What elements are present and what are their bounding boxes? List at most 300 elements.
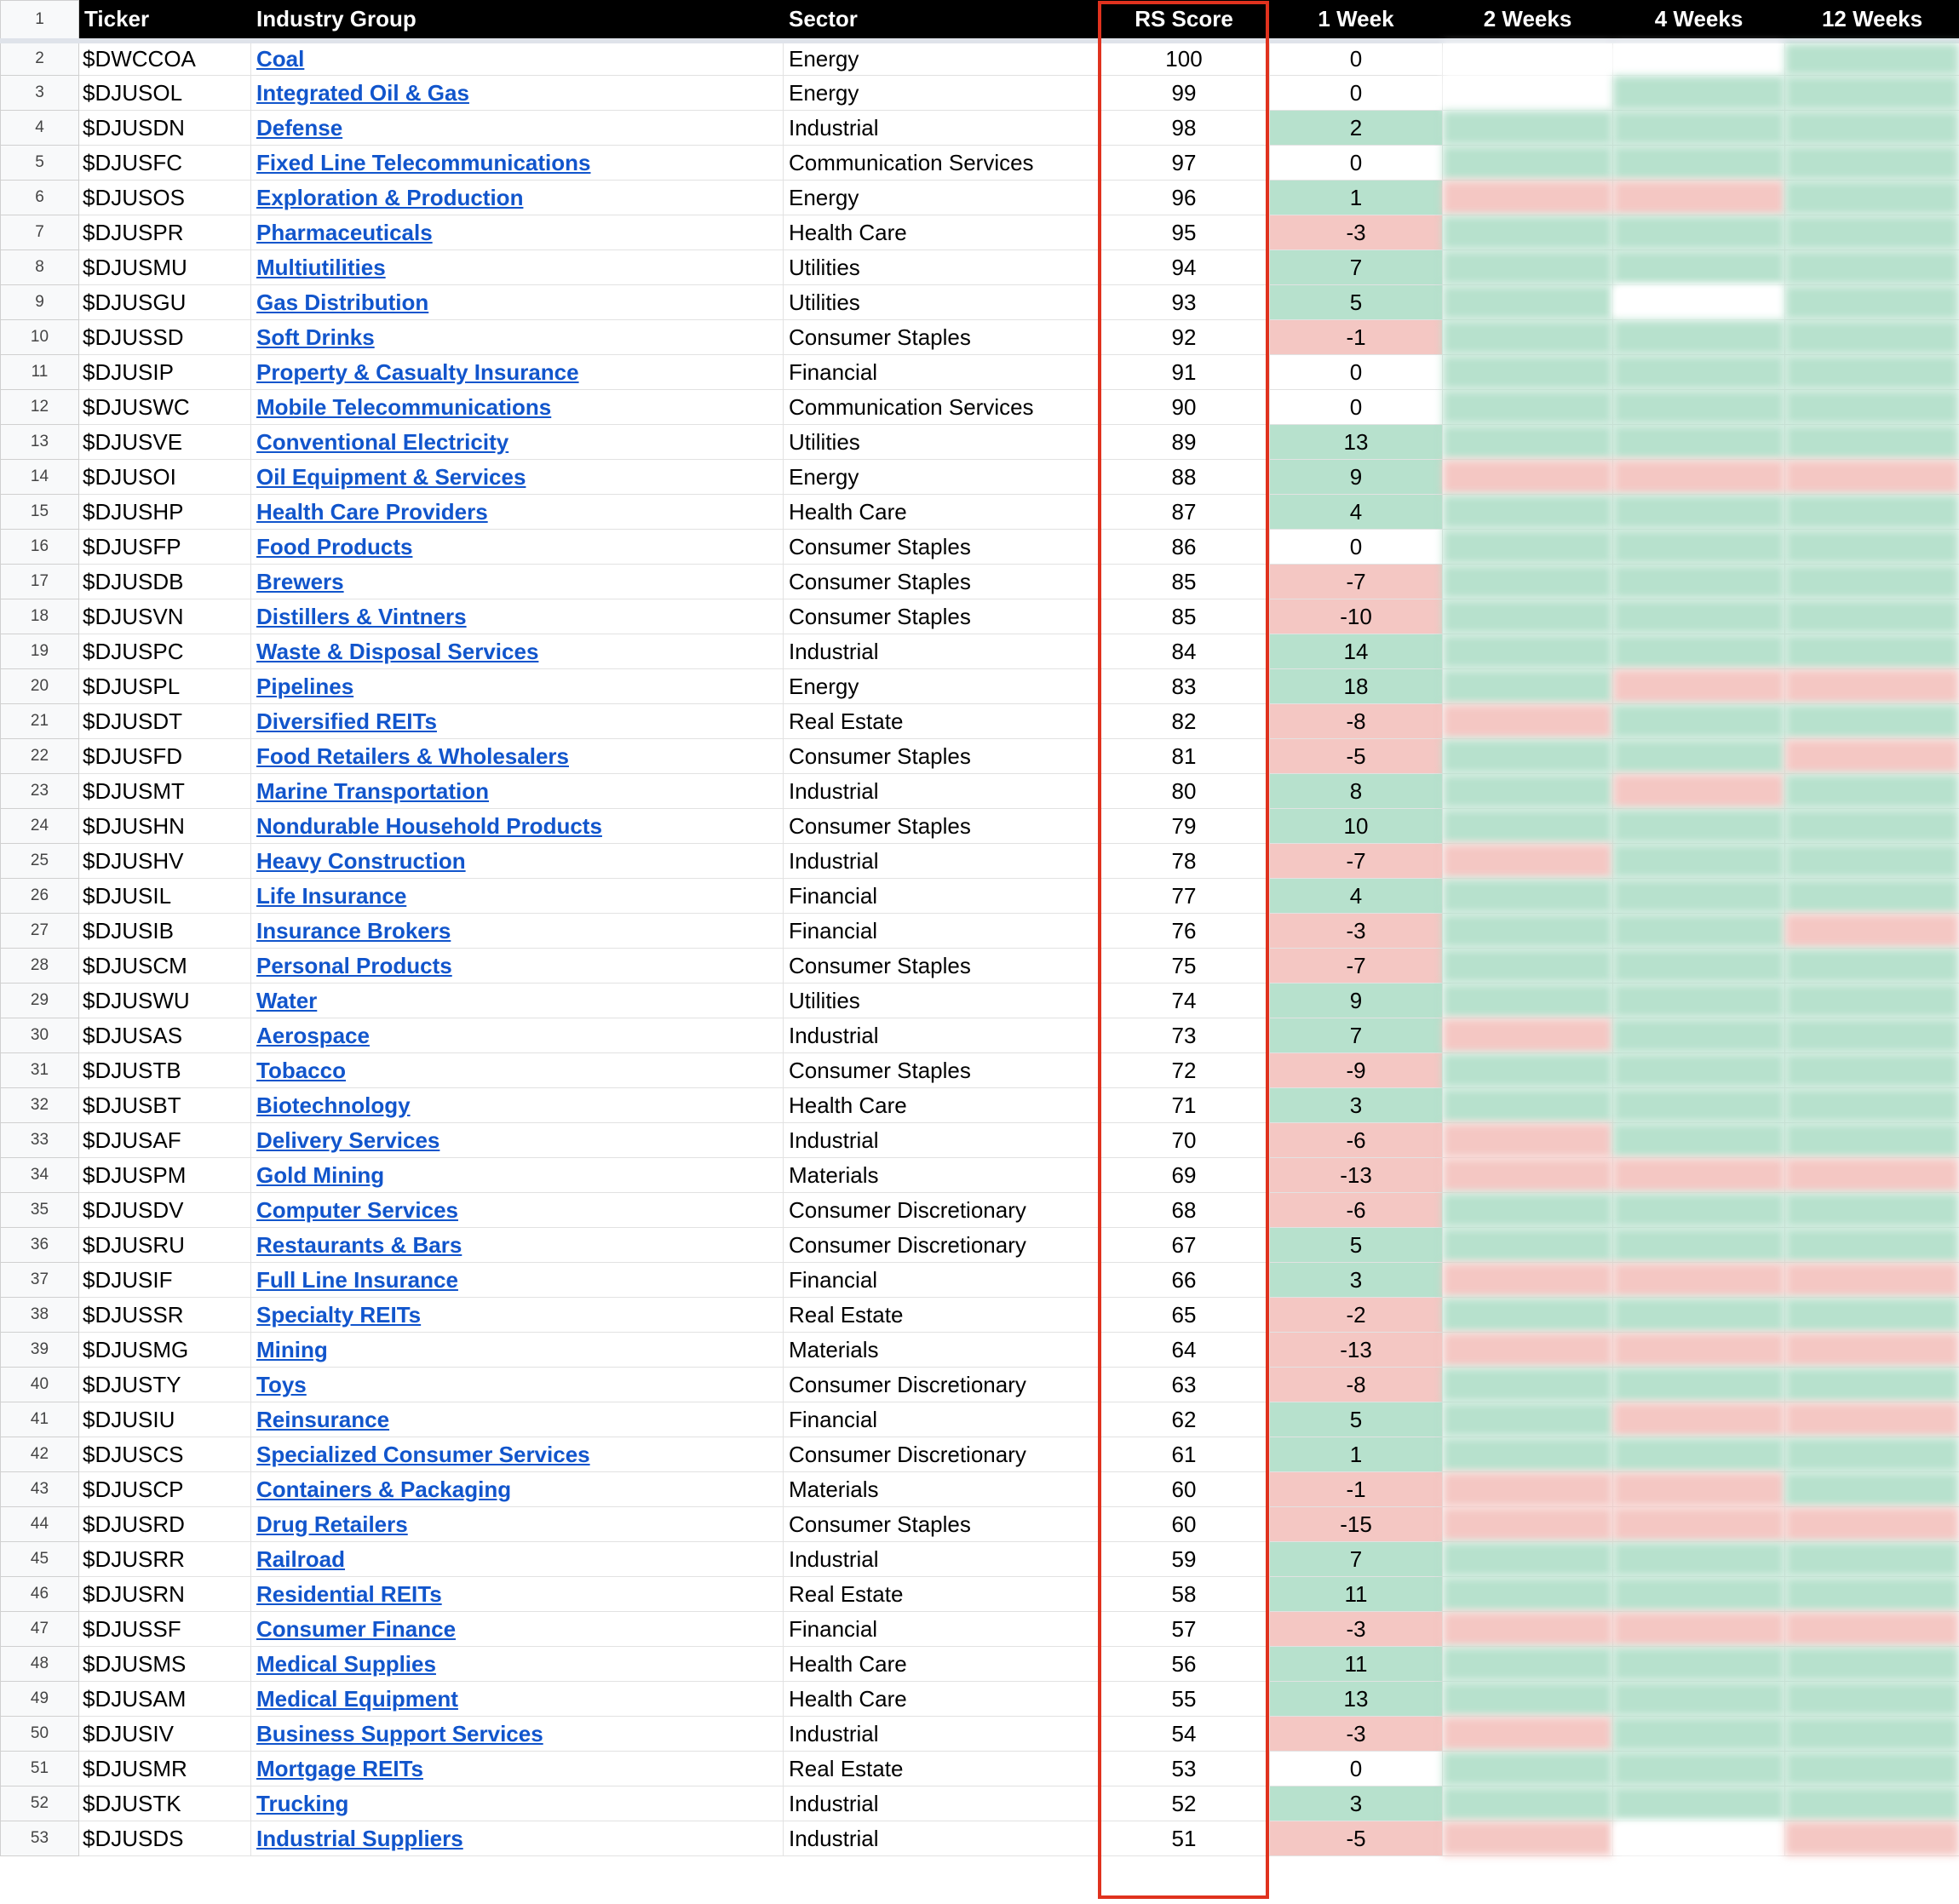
ticker-cell[interactable]: $DJUSAM bbox=[79, 1682, 251, 1717]
industry-group-link[interactable]: Drug Retailers bbox=[256, 1511, 408, 1537]
week12-change-cell[interactable] bbox=[1785, 914, 1959, 949]
week2-change-cell[interactable] bbox=[1443, 460, 1613, 495]
week4-change-cell[interactable] bbox=[1613, 1333, 1785, 1368]
row-number[interactable]: 8 bbox=[1, 250, 79, 285]
industry-group-link[interactable]: Containers & Packaging bbox=[256, 1476, 512, 1502]
rs-score-cell[interactable]: 58 bbox=[1099, 1577, 1270, 1612]
industry-group-cell[interactable] bbox=[251, 1298, 784, 1333]
row-number[interactable]: 46 bbox=[1, 1577, 79, 1612]
week1-change-cell[interactable]: 9 bbox=[1270, 460, 1443, 495]
week12-change-cell[interactable] bbox=[1785, 739, 1959, 774]
industry-group-cell[interactable] bbox=[251, 1437, 784, 1472]
industry-group-link[interactable]: Nondurable Household Products bbox=[256, 812, 602, 839]
industry-group-link[interactable]: Distillers & Vintners bbox=[256, 603, 467, 629]
sector-cell[interactable]: Consumer Staples bbox=[784, 320, 1099, 355]
row-number[interactable]: 50 bbox=[1, 1717, 79, 1752]
industry-group-cell[interactable] bbox=[251, 1612, 784, 1647]
sector-cell[interactable]: Financial bbox=[784, 914, 1099, 949]
week4-change-cell[interactable] bbox=[1613, 1717, 1785, 1752]
industry-group-link[interactable]: Life Insurance bbox=[256, 882, 407, 909]
row-number[interactable]: 44 bbox=[1, 1507, 79, 1542]
rs-score-cell[interactable]: 84 bbox=[1099, 634, 1270, 669]
week12-change-cell[interactable] bbox=[1785, 1786, 1959, 1821]
industry-group-link[interactable]: Railroad bbox=[256, 1546, 346, 1572]
industry-group-cell[interactable] bbox=[251, 355, 784, 390]
rs-score-cell[interactable]: 72 bbox=[1099, 1053, 1270, 1088]
week1-change-cell[interactable]: -6 bbox=[1270, 1193, 1443, 1228]
industry-group-link[interactable]: Defense bbox=[256, 114, 343, 141]
industry-group-link[interactable]: Insurance Brokers bbox=[256, 917, 451, 943]
week1-change-cell[interactable]: 0 bbox=[1270, 530, 1443, 565]
sector-cell[interactable]: Health Care bbox=[784, 1682, 1099, 1717]
row-number[interactable]: 3 bbox=[1, 76, 79, 111]
rs-score-cell[interactable]: 75 bbox=[1099, 949, 1270, 984]
week12-change-cell[interactable] bbox=[1785, 1158, 1959, 1193]
week1-change-cell[interactable]: -13 bbox=[1270, 1158, 1443, 1193]
row-number[interactable]: 31 bbox=[1, 1053, 79, 1088]
industry-group-cell[interactable] bbox=[251, 1507, 784, 1542]
row-number[interactable]: 34 bbox=[1, 1158, 79, 1193]
rs-score-cell[interactable]: 69 bbox=[1099, 1158, 1270, 1193]
row-number[interactable]: 26 bbox=[1, 879, 79, 914]
week12-change-cell[interactable] bbox=[1785, 1717, 1959, 1752]
sector-cell[interactable]: Utilities bbox=[784, 425, 1099, 460]
rs-score-cell[interactable]: 63 bbox=[1099, 1368, 1270, 1402]
week2-change-cell[interactable] bbox=[1443, 949, 1613, 984]
week2-change-cell[interactable] bbox=[1443, 1507, 1613, 1542]
industry-group-cell[interactable] bbox=[251, 425, 784, 460]
sector-cell[interactable]: Health Care bbox=[784, 215, 1099, 250]
rs-score-cell[interactable]: 55 bbox=[1099, 1682, 1270, 1717]
rs-score-cell[interactable]: 51 bbox=[1099, 1821, 1270, 1856]
rs-score-cell[interactable]: 53 bbox=[1099, 1752, 1270, 1786]
rs-score-cell[interactable]: 59 bbox=[1099, 1542, 1270, 1577]
rs-score-cell[interactable]: 96 bbox=[1099, 181, 1270, 215]
row-number[interactable]: 27 bbox=[1, 914, 79, 949]
ticker-cell[interactable]: $DJUSIF bbox=[79, 1263, 251, 1298]
week2-change-cell[interactable] bbox=[1443, 1472, 1613, 1507]
week4-change-cell[interactable] bbox=[1613, 669, 1785, 704]
week4-change-cell[interactable] bbox=[1613, 739, 1785, 774]
week2-change-cell[interactable] bbox=[1443, 1228, 1613, 1263]
rs-score-cell[interactable]: 81 bbox=[1099, 739, 1270, 774]
week12-change-cell[interactable] bbox=[1785, 1123, 1959, 1158]
week12-change-cell[interactable] bbox=[1785, 1577, 1959, 1612]
row-number[interactable]: 11 bbox=[1, 355, 79, 390]
sector-cell[interactable]: Consumer Staples bbox=[784, 530, 1099, 565]
week12-change-cell[interactable] bbox=[1785, 1612, 1959, 1647]
sector-cell[interactable]: Real Estate bbox=[784, 1752, 1099, 1786]
ticker-cell[interactable]: $DJUSPR bbox=[79, 215, 251, 250]
week2-change-cell[interactable] bbox=[1443, 320, 1613, 355]
week2-change-cell[interactable] bbox=[1443, 774, 1613, 809]
industry-group-link[interactable]: Toys bbox=[256, 1371, 307, 1397]
ticker-cell[interactable]: $DJUSCS bbox=[79, 1437, 251, 1472]
industry-group-link[interactable]: Reinsurance bbox=[256, 1406, 390, 1432]
row-number[interactable]: 10 bbox=[1, 320, 79, 355]
rs-score-cell[interactable]: 60 bbox=[1099, 1507, 1270, 1542]
ticker-cell[interactable]: $DJUSVE bbox=[79, 425, 251, 460]
row-number[interactable]: 47 bbox=[1, 1612, 79, 1647]
industry-group-link[interactable]: Property & Casualty Insurance bbox=[256, 358, 579, 385]
week12-change-cell[interactable] bbox=[1785, 1193, 1959, 1228]
ticker-cell[interactable]: $DJUSOI bbox=[79, 460, 251, 495]
week12-change-cell[interactable] bbox=[1785, 704, 1959, 739]
row-number[interactable]: 4 bbox=[1, 111, 79, 146]
industry-group-link[interactable]: Heavy Construction bbox=[256, 847, 466, 874]
week2-change-cell[interactable] bbox=[1443, 530, 1613, 565]
industry-group-link[interactable]: Water bbox=[256, 987, 318, 1013]
row-number[interactable]: 21 bbox=[1, 704, 79, 739]
week1-change-cell[interactable]: 0 bbox=[1270, 146, 1443, 181]
week1-change-cell[interactable]: -3 bbox=[1270, 914, 1443, 949]
week1-change-cell[interactable]: 1 bbox=[1270, 181, 1443, 215]
row-number[interactable]: 41 bbox=[1, 1402, 79, 1437]
ticker-cell[interactable]: $DJUSWC bbox=[79, 390, 251, 425]
sector-cell[interactable]: Energy bbox=[784, 460, 1099, 495]
industry-group-cell[interactable] bbox=[251, 1228, 784, 1263]
week1-change-cell[interactable]: 0 bbox=[1270, 41, 1443, 76]
row-number[interactable]: 16 bbox=[1, 530, 79, 565]
rs-score-cell[interactable]: 60 bbox=[1099, 1472, 1270, 1507]
week12-change-cell[interactable] bbox=[1785, 774, 1959, 809]
industry-group-link[interactable]: Fixed Line Telecommunications bbox=[256, 149, 591, 175]
industry-group-link[interactable]: Multiutilities bbox=[256, 254, 386, 280]
industry-group-cell[interactable] bbox=[251, 1018, 784, 1053]
ticker-cell[interactable]: $DJUSRD bbox=[79, 1507, 251, 1542]
industry-group-link[interactable]: Gas Distribution bbox=[256, 289, 429, 315]
week12-change-cell[interactable] bbox=[1785, 320, 1959, 355]
industry-group-cell[interactable] bbox=[251, 215, 784, 250]
industry-group-cell[interactable] bbox=[251, 1577, 784, 1612]
row-number[interactable]: 33 bbox=[1, 1123, 79, 1158]
ticker-cell[interactable]: $DJUSOS bbox=[79, 181, 251, 215]
week4-change-cell[interactable] bbox=[1613, 41, 1785, 76]
sector-cell[interactable]: Financial bbox=[784, 1263, 1099, 1298]
rs-score-cell[interactable]: 90 bbox=[1099, 390, 1270, 425]
industry-group-link[interactable]: Aerospace bbox=[256, 1022, 370, 1048]
industry-group-link[interactable]: Biotechnology bbox=[256, 1092, 411, 1118]
week4-change-cell[interactable] bbox=[1613, 704, 1785, 739]
industry-group-link[interactable]: Waste & Disposal Services bbox=[256, 638, 539, 664]
week4-change-cell[interactable] bbox=[1613, 425, 1785, 460]
industry-group-cell[interactable] bbox=[251, 1786, 784, 1821]
industry-group-link[interactable]: Gold Mining bbox=[256, 1161, 385, 1188]
week12-change-cell[interactable] bbox=[1785, 1333, 1959, 1368]
header-12-weeks[interactable]: 12 Weeks bbox=[1785, 1, 1959, 41]
week2-change-cell[interactable] bbox=[1443, 1821, 1613, 1856]
week12-change-cell[interactable] bbox=[1785, 1647, 1959, 1682]
week4-change-cell[interactable] bbox=[1613, 320, 1785, 355]
week1-change-cell[interactable]: 0 bbox=[1270, 390, 1443, 425]
week2-change-cell[interactable] bbox=[1443, 1368, 1613, 1402]
row-number[interactable]: 38 bbox=[1, 1298, 79, 1333]
week2-change-cell[interactable] bbox=[1443, 1647, 1613, 1682]
rs-score-cell[interactable]: 86 bbox=[1099, 530, 1270, 565]
industry-group-link[interactable]: Mortgage REITs bbox=[256, 1755, 423, 1781]
rs-score-cell[interactable]: 83 bbox=[1099, 669, 1270, 704]
rs-score-cell[interactable]: 65 bbox=[1099, 1298, 1270, 1333]
industry-group-cell[interactable] bbox=[251, 1368, 784, 1402]
week2-change-cell[interactable] bbox=[1443, 669, 1613, 704]
sector-cell[interactable]: Financial bbox=[784, 1402, 1099, 1437]
rs-score-cell[interactable]: 94 bbox=[1099, 250, 1270, 285]
sector-cell[interactable]: Consumer Staples bbox=[784, 565, 1099, 599]
week12-change-cell[interactable] bbox=[1785, 285, 1959, 320]
week12-change-cell[interactable] bbox=[1785, 1472, 1959, 1507]
row-number[interactable]: 35 bbox=[1, 1193, 79, 1228]
week4-change-cell[interactable] bbox=[1613, 774, 1785, 809]
ticker-cell[interactable]: $DJUSVN bbox=[79, 599, 251, 634]
row-number[interactable]: 28 bbox=[1, 949, 79, 984]
industry-group-cell[interactable] bbox=[251, 1123, 784, 1158]
sector-cell[interactable]: Industrial bbox=[784, 1018, 1099, 1053]
ticker-cell[interactable]: $DJUSIV bbox=[79, 1717, 251, 1752]
week4-change-cell[interactable] bbox=[1613, 914, 1785, 949]
rs-score-cell[interactable]: 80 bbox=[1099, 774, 1270, 809]
rs-score-cell[interactable]: 54 bbox=[1099, 1717, 1270, 1752]
industry-group-cell[interactable] bbox=[251, 565, 784, 599]
industry-group-cell[interactable] bbox=[251, 949, 784, 984]
ticker-cell[interactable]: $DJUSPL bbox=[79, 669, 251, 704]
sector-cell[interactable]: Industrial bbox=[784, 111, 1099, 146]
ticker-cell[interactable]: $DJUSDT bbox=[79, 704, 251, 739]
week4-change-cell[interactable] bbox=[1613, 1123, 1785, 1158]
week1-change-cell[interactable]: -3 bbox=[1270, 215, 1443, 250]
week1-change-cell[interactable]: 5 bbox=[1270, 1402, 1443, 1437]
row-number[interactable]: 42 bbox=[1, 1437, 79, 1472]
industry-group-cell[interactable] bbox=[251, 1821, 784, 1856]
ticker-cell[interactable]: $DJUSHN bbox=[79, 809, 251, 844]
industry-group-link[interactable]: Marine Transportation bbox=[256, 777, 490, 804]
industry-group-link[interactable]: Specialty REITs bbox=[256, 1301, 422, 1328]
sector-cell[interactable]: Health Care bbox=[784, 1647, 1099, 1682]
ticker-cell[interactable]: $DJUSSD bbox=[79, 320, 251, 355]
week12-change-cell[interactable] bbox=[1785, 1298, 1959, 1333]
sector-cell[interactable]: Communication Services bbox=[784, 146, 1099, 181]
week1-change-cell[interactable]: -1 bbox=[1270, 1472, 1443, 1507]
week12-change-cell[interactable] bbox=[1785, 879, 1959, 914]
row-number[interactable]: 25 bbox=[1, 844, 79, 879]
ticker-cell[interactable]: $DJUSMT bbox=[79, 774, 251, 809]
week4-change-cell[interactable] bbox=[1613, 1647, 1785, 1682]
row-number[interactable]: 52 bbox=[1, 1786, 79, 1821]
rs-score-cell[interactable]: 88 bbox=[1099, 460, 1270, 495]
rs-score-cell[interactable]: 91 bbox=[1099, 355, 1270, 390]
week12-change-cell[interactable] bbox=[1785, 1752, 1959, 1786]
week2-change-cell[interactable] bbox=[1443, 1298, 1613, 1333]
week1-change-cell[interactable]: -7 bbox=[1270, 949, 1443, 984]
row-number[interactable]: 1 bbox=[1, 1, 79, 41]
row-number[interactable]: 20 bbox=[1, 669, 79, 704]
week4-change-cell[interactable] bbox=[1613, 844, 1785, 879]
industry-group-link[interactable]: Pipelines bbox=[256, 673, 354, 699]
week2-change-cell[interactable] bbox=[1443, 215, 1613, 250]
rs-score-cell[interactable]: 70 bbox=[1099, 1123, 1270, 1158]
ticker-cell[interactable]: $DJUSIP bbox=[79, 355, 251, 390]
industry-group-link[interactable]: Exploration & Production bbox=[256, 184, 524, 210]
industry-group-cell[interactable] bbox=[251, 739, 784, 774]
week12-change-cell[interactable] bbox=[1785, 1228, 1959, 1263]
week2-change-cell[interactable] bbox=[1443, 739, 1613, 774]
week12-change-cell[interactable] bbox=[1785, 1368, 1959, 1402]
week2-change-cell[interactable] bbox=[1443, 634, 1613, 669]
row-number[interactable]: 39 bbox=[1, 1333, 79, 1368]
week4-change-cell[interactable] bbox=[1613, 634, 1785, 669]
row-number[interactable]: 17 bbox=[1, 565, 79, 599]
sector-cell[interactable]: Energy bbox=[784, 41, 1099, 76]
week4-change-cell[interactable] bbox=[1613, 984, 1785, 1018]
week12-change-cell[interactable] bbox=[1785, 1821, 1959, 1856]
ticker-cell[interactable]: $DJUSDB bbox=[79, 565, 251, 599]
week1-change-cell[interactable]: 3 bbox=[1270, 1786, 1443, 1821]
industry-group-link[interactable]: Business Support Services bbox=[256, 1720, 543, 1746]
sector-cell[interactable]: Consumer Staples bbox=[784, 739, 1099, 774]
rs-score-cell[interactable]: 71 bbox=[1099, 1088, 1270, 1123]
week4-change-cell[interactable] bbox=[1613, 1018, 1785, 1053]
week2-change-cell[interactable] bbox=[1443, 146, 1613, 181]
sector-cell[interactable]: Financial bbox=[784, 879, 1099, 914]
industry-group-cell[interactable] bbox=[251, 1717, 784, 1752]
row-number[interactable]: 13 bbox=[1, 425, 79, 460]
sector-cell[interactable]: Consumer Discretionary bbox=[784, 1228, 1099, 1263]
sector-cell[interactable]: Consumer Staples bbox=[784, 809, 1099, 844]
industry-group-link[interactable]: Mobile Telecommunications bbox=[256, 393, 552, 420]
week2-change-cell[interactable] bbox=[1443, 111, 1613, 146]
week4-change-cell[interactable] bbox=[1613, 76, 1785, 111]
industry-group-link[interactable]: Restaurants & Bars bbox=[256, 1231, 462, 1258]
rs-score-cell[interactable]: 56 bbox=[1099, 1647, 1270, 1682]
week12-change-cell[interactable] bbox=[1785, 844, 1959, 879]
industry-group-cell[interactable] bbox=[251, 1402, 784, 1437]
week2-change-cell[interactable] bbox=[1443, 390, 1613, 425]
sector-cell[interactable]: Materials bbox=[784, 1158, 1099, 1193]
industry-group-cell[interactable] bbox=[251, 879, 784, 914]
industry-group-cell[interactable] bbox=[251, 1333, 784, 1368]
week12-change-cell[interactable] bbox=[1785, 1088, 1959, 1123]
week12-change-cell[interactable] bbox=[1785, 495, 1959, 530]
week2-change-cell[interactable] bbox=[1443, 1053, 1613, 1088]
week12-change-cell[interactable] bbox=[1785, 809, 1959, 844]
week1-change-cell[interactable]: 0 bbox=[1270, 1752, 1443, 1786]
row-number[interactable]: 53 bbox=[1, 1821, 79, 1856]
week2-change-cell[interactable] bbox=[1443, 1333, 1613, 1368]
week2-change-cell[interactable] bbox=[1443, 914, 1613, 949]
week1-change-cell[interactable]: 7 bbox=[1270, 1542, 1443, 1577]
rs-score-cell[interactable]: 89 bbox=[1099, 425, 1270, 460]
week4-change-cell[interactable] bbox=[1613, 1193, 1785, 1228]
industry-group-link[interactable]: Full Line Insurance bbox=[256, 1266, 458, 1293]
week4-change-cell[interactable] bbox=[1613, 1612, 1785, 1647]
ticker-cell[interactable]: $DJUSHP bbox=[79, 495, 251, 530]
week2-change-cell[interactable] bbox=[1443, 1542, 1613, 1577]
week1-change-cell[interactable]: -8 bbox=[1270, 704, 1443, 739]
week4-change-cell[interactable] bbox=[1613, 250, 1785, 285]
ticker-cell[interactable]: $DJUSAF bbox=[79, 1123, 251, 1158]
week1-change-cell[interactable]: 9 bbox=[1270, 984, 1443, 1018]
week12-change-cell[interactable] bbox=[1785, 76, 1959, 111]
row-number[interactable]: 43 bbox=[1, 1472, 79, 1507]
week4-change-cell[interactable] bbox=[1613, 495, 1785, 530]
row-number[interactable]: 6 bbox=[1, 181, 79, 215]
rs-score-cell[interactable]: 79 bbox=[1099, 809, 1270, 844]
ticker-cell[interactable]: $DJUSMR bbox=[79, 1752, 251, 1786]
week2-change-cell[interactable] bbox=[1443, 1158, 1613, 1193]
sector-cell[interactable]: Industrial bbox=[784, 1786, 1099, 1821]
week1-change-cell[interactable]: -13 bbox=[1270, 1333, 1443, 1368]
industry-group-cell[interactable] bbox=[251, 1682, 784, 1717]
sector-cell[interactable]: Industrial bbox=[784, 1123, 1099, 1158]
industry-group-link[interactable]: Computer Services bbox=[256, 1196, 458, 1223]
ticker-cell[interactable]: $DJUSFD bbox=[79, 739, 251, 774]
row-number[interactable]: 5 bbox=[1, 146, 79, 181]
week12-change-cell[interactable] bbox=[1785, 1053, 1959, 1088]
header-industry-group[interactable]: Industry Group bbox=[251, 1, 784, 41]
ticker-cell[interactable]: $DJUSRR bbox=[79, 1542, 251, 1577]
week4-change-cell[interactable] bbox=[1613, 390, 1785, 425]
industry-group-cell[interactable] bbox=[251, 1053, 784, 1088]
ticker-cell[interactable]: $DJUSBT bbox=[79, 1088, 251, 1123]
sector-cell[interactable]: Industrial bbox=[784, 634, 1099, 669]
industry-group-link[interactable]: Coal bbox=[256, 45, 305, 72]
week1-change-cell[interactable]: 3 bbox=[1270, 1263, 1443, 1298]
industry-group-link[interactable]: Health Care Providers bbox=[256, 498, 488, 525]
week1-change-cell[interactable]: 5 bbox=[1270, 1228, 1443, 1263]
rs-score-cell[interactable]: 87 bbox=[1099, 495, 1270, 530]
week4-change-cell[interactable] bbox=[1613, 1158, 1785, 1193]
week4-change-cell[interactable] bbox=[1613, 1682, 1785, 1717]
ticker-cell[interactable]: $DJUSPC bbox=[79, 634, 251, 669]
ticker-cell[interactable]: $DJUSDV bbox=[79, 1193, 251, 1228]
row-number[interactable]: 19 bbox=[1, 634, 79, 669]
week12-change-cell[interactable] bbox=[1785, 669, 1959, 704]
week4-change-cell[interactable] bbox=[1613, 1402, 1785, 1437]
week12-change-cell[interactable] bbox=[1785, 425, 1959, 460]
week1-change-cell[interactable]: -7 bbox=[1270, 844, 1443, 879]
week1-change-cell[interactable]: 0 bbox=[1270, 355, 1443, 390]
week2-change-cell[interactable] bbox=[1443, 1088, 1613, 1123]
industry-group-link[interactable]: Medical Supplies bbox=[256, 1650, 436, 1677]
ticker-cell[interactable]: $DJUSHV bbox=[79, 844, 251, 879]
week2-change-cell[interactable] bbox=[1443, 844, 1613, 879]
sector-cell[interactable]: Consumer Staples bbox=[784, 1507, 1099, 1542]
week2-change-cell[interactable] bbox=[1443, 1193, 1613, 1228]
week2-change-cell[interactable] bbox=[1443, 809, 1613, 844]
sector-cell[interactable]: Consumer Staples bbox=[784, 599, 1099, 634]
week2-change-cell[interactable] bbox=[1443, 1682, 1613, 1717]
industry-group-link[interactable]: Oil Equipment & Services bbox=[256, 463, 526, 490]
industry-group-cell[interactable] bbox=[251, 1158, 784, 1193]
week12-change-cell[interactable] bbox=[1785, 181, 1959, 215]
industry-group-link[interactable]: Personal Products bbox=[256, 952, 452, 978]
week4-change-cell[interactable] bbox=[1613, 1228, 1785, 1263]
sector-cell[interactable]: Consumer Discretionary bbox=[784, 1368, 1099, 1402]
week4-change-cell[interactable] bbox=[1613, 599, 1785, 634]
row-number[interactable]: 12 bbox=[1, 390, 79, 425]
sector-cell[interactable]: Energy bbox=[784, 76, 1099, 111]
industry-group-link[interactable]: Conventional Electricity bbox=[256, 428, 509, 455]
week4-change-cell[interactable] bbox=[1613, 1507, 1785, 1542]
rs-score-cell[interactable]: 62 bbox=[1099, 1402, 1270, 1437]
industry-group-cell[interactable] bbox=[251, 984, 784, 1018]
rs-score-cell[interactable]: 52 bbox=[1099, 1786, 1270, 1821]
week2-change-cell[interactable] bbox=[1443, 1786, 1613, 1821]
week1-change-cell[interactable]: 14 bbox=[1270, 634, 1443, 669]
week2-change-cell[interactable] bbox=[1443, 355, 1613, 390]
week4-change-cell[interactable] bbox=[1613, 565, 1785, 599]
week1-change-cell[interactable]: 4 bbox=[1270, 879, 1443, 914]
industry-group-cell[interactable] bbox=[251, 914, 784, 949]
